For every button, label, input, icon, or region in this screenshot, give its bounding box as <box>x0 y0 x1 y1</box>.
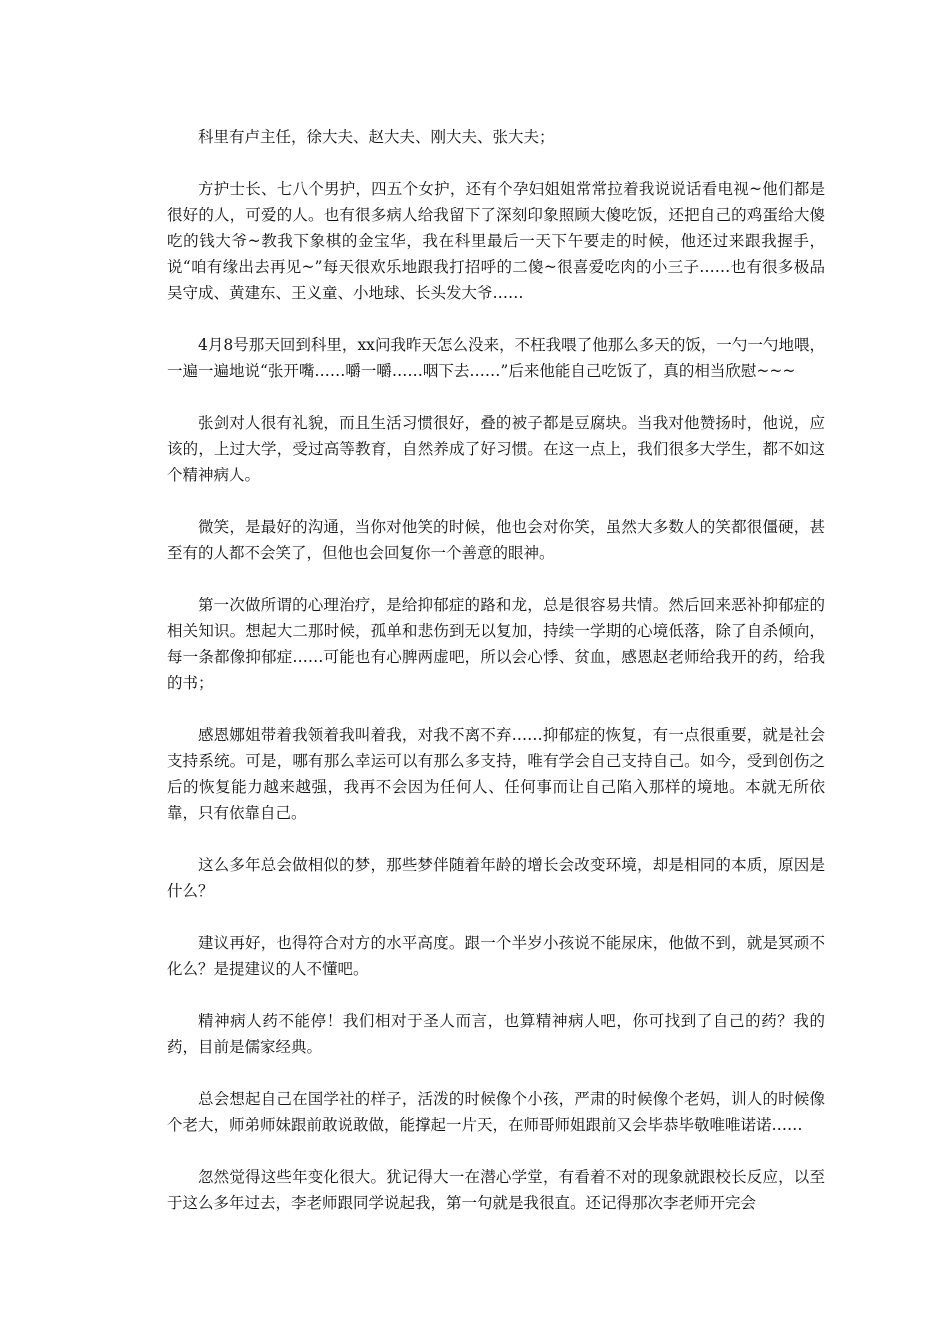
paragraph: 总会想起自己在国学社的样子，活泼的时候像个小孩，严肃的时候像个老妈，训人的时候像个老大，师弟师妹跟前敢说敢做，能撑起一片天，在师哥师姐跟前又会毕恭毕敬唯唯诺诺…… <box>167 1090 825 1134</box>
paragraph: 科里有卢主任，徐大夫、赵大夫、刚大夫、张大夫； <box>198 128 555 146</box>
paragraph: 精神病人药不能停！我们相对于圣人而言，也算精神病人吧，你可找到了自己的药？我的药，目前是儒家经典。 <box>167 1012 825 1056</box>
paragraph: 建议再好，也得符合对方的水平高度。跟一个半岁小孩说不能尿床，他做不到，就是冥顽不化么？是提建议的人不懂吧。 <box>167 934 825 978</box>
paragraph: 微笑，是最好的沟通，当你对他笑的时候，他也会对你笑，虽然大多数人的笑都很僵硬，甚至有的人都不会笑了，但他也会回复你一个善意的眼神。 <box>167 518 825 562</box>
paragraph: 忽然觉得这些年变化很大。犹记得大一在潜心学堂，有看着不对的现象就跟校长反应，以至于这么多年过去，李老师跟同学说起我，第一句就是我很直。还记得那次李老师开完会 <box>167 1168 825 1212</box>
document-body <box>167 124 825 1242</box>
paragraph: 张剑对人很有礼貌，而且生活习惯很好，叠的被子都是豆腐块。当我对他赞扬时，他说，应该的，上过大学，受过高等教育，自然养成了好习惯。在这一点上，我们很多大学生，都不如这个精神病人。 <box>167 414 825 484</box>
paragraph: 方护士长、七八个男护，四五个女护，还有个孕妇姐姐常常拉着我说说话看电视~他们都是很好的人，可爱的人。也有很多病人给我留下了深刻印象照顾大傻吃饭，还把自己的鸡蛋给大傻吃的钱大爷~教我下象棋的金宝华，我在科里最后一天下午要走的时候，他还过来跟我握手，说“咱有缘出去再见~”每天很欢乐地跟我打招呼的二傻~很喜爱吃肉的小三子……也有很多极品吴守成、黄建东、王义童、小地球、长头发大爷…… <box>167 180 825 302</box>
paragraph: 感恩娜姐带着我领着我叫着我，对我不离不弃……抑郁症的恢复，有一点很重要，就是社会支持系统。可是，哪有那么幸运可以有那么多支持，唯有学会自己支持自己。如今，受到创伤之后的恢复能力越来越强，我再不会因为任何人、任何事而让自己陷入那样的境地。本就无所依靠，只有依靠自己。 <box>167 726 825 822</box>
paragraph: 4月8号那天回到科里，xx问我昨天怎么没来，不枉我喂了他那么多天的饭，一勺一勺地喂，一遍一遍地说“张开嘴……嚼一嚼……咽下去……”后来他能自己吃饭了，真的相当欣慰~~~ <box>167 336 825 380</box>
paragraph: 这么多年总会做相似的梦，那些梦伴随着年龄的增长会改变环境，却是相同的本质，原因是什么？ <box>167 856 825 900</box>
paragraph: 第一次做所谓的心理治疗，是给抑郁症的路和龙，总是很容易共情。然后回来恶补抑郁症的相关知识。想起大二那时候，孤单和悲伤到无以复加，持续一学期的心境低落，除了自杀倾向，每一条都像抑郁症……可能也有心脾两虚吧，所以会心悸、贫血，感恩赵老师给我开的药，给我的书； <box>167 596 825 692</box>
